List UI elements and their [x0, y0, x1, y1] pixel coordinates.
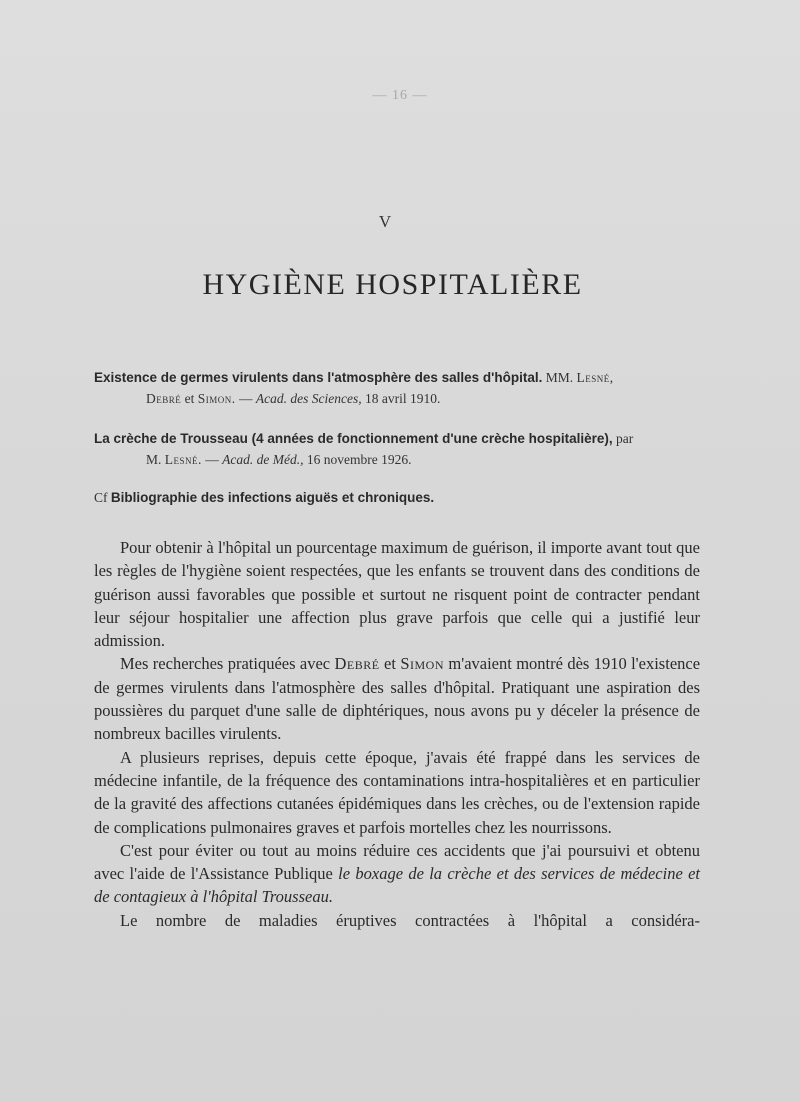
bibliography-title: Bibliographie des infections aiguës et chroniques. [110, 490, 435, 505]
author-name: Debré [146, 391, 182, 406]
authors-prefix: MM. [545, 370, 574, 385]
citation-date: 16 novembre 1926. [306, 452, 412, 467]
author-name: Lesné, [576, 370, 614, 385]
body-text [94, 536, 700, 932]
author-name: Lesné. [164, 452, 202, 467]
section-numeral: V [378, 212, 392, 231]
italic-emphasis: le boxage de la crèche et des services de médecine et de contagieux à l'hôpital Trousseau. [94, 864, 700, 907]
citation-dash: — [239, 391, 253, 406]
paragraph-text: m'avaient montré dès 1910 l'existence de germes virulents dans l'atmosphère des salles d'hôpital. Pratiquant une aspiration des poussières du parquet d'une salle de diphtériques, nous avons pu y déceler la présence de nombreux bacilles virulents. [94, 654, 701, 744]
paragraph [94, 839, 700, 909]
citation-dash: — [205, 452, 219, 467]
author-connector: et [184, 391, 195, 406]
author-name: Simon. [197, 391, 236, 406]
paragraph: A plusieurs reprises, depuis cette époque, j'avais été frappé dans les services de médecine infantile, de la fréquence des contaminations intra-hospitalières et en particulier de la gravité des affections cutanées épidémiques dans les crèches, ou de l'extension rapide de complications pulmonaires graves et parfois mortelles chez les nourrissons. [94, 747, 700, 837]
bibliography-entry [94, 367, 700, 409]
bibliography-entry [94, 428, 700, 470]
cf-prefix: Cf [94, 490, 108, 505]
citation-by: par [616, 431, 634, 446]
author-name: Debré [334, 654, 380, 674]
citation-date: 18 avril 1910. [365, 391, 441, 406]
citation-source: Acad. de Méd., [222, 452, 304, 467]
author-prefix: M. [146, 452, 162, 467]
section-title: HYGIÈNE HOSPITALIÈRE [202, 268, 583, 301]
bibliography-title: La crèche de Trousseau (4 années de fonctionnement d'une crèche hospitalière), [94, 431, 613, 446]
bibliography-title: Existence de germes virulents dans l'atmosphère des salles d'hôpital. [94, 370, 543, 385]
author-name: Simon [400, 654, 444, 674]
paragraph: Le nombre de maladies éruptives contractées à l'hôpital a considéra- [120, 910, 700, 930]
paragraph [94, 652, 700, 745]
citation-source: Acad. des Sciences, [255, 391, 362, 406]
bibliography-continuation [94, 388, 700, 409]
page-number: — 16 — [372, 88, 428, 103]
paragraph-text: et [384, 654, 396, 674]
bibliography-entry [94, 487, 700, 508]
paragraph-text: Mes recherches pratiquées avec [120, 654, 331, 674]
paragraph: Pour obtenir à l'hôpital un pourcentage maximum de guérison, il importe avant tout que les règles de l'hygiène soient respectées, que les enfants se trouvent dans des conditions de guérison aussi favorables que possible et surtout ne risquent point de contracter pendant leur séjour hospitalier une affection plus grave parfois que celle qui a justifié leur admission. [94, 538, 700, 651]
bibliography-continuation [94, 449, 700, 470]
paragraph-text: C'est pour éviter ou tout au moins réduire ces accidents que j'ai poursuivi et obtenu avec l'aide de l'Assistance Publique [94, 840, 700, 884]
